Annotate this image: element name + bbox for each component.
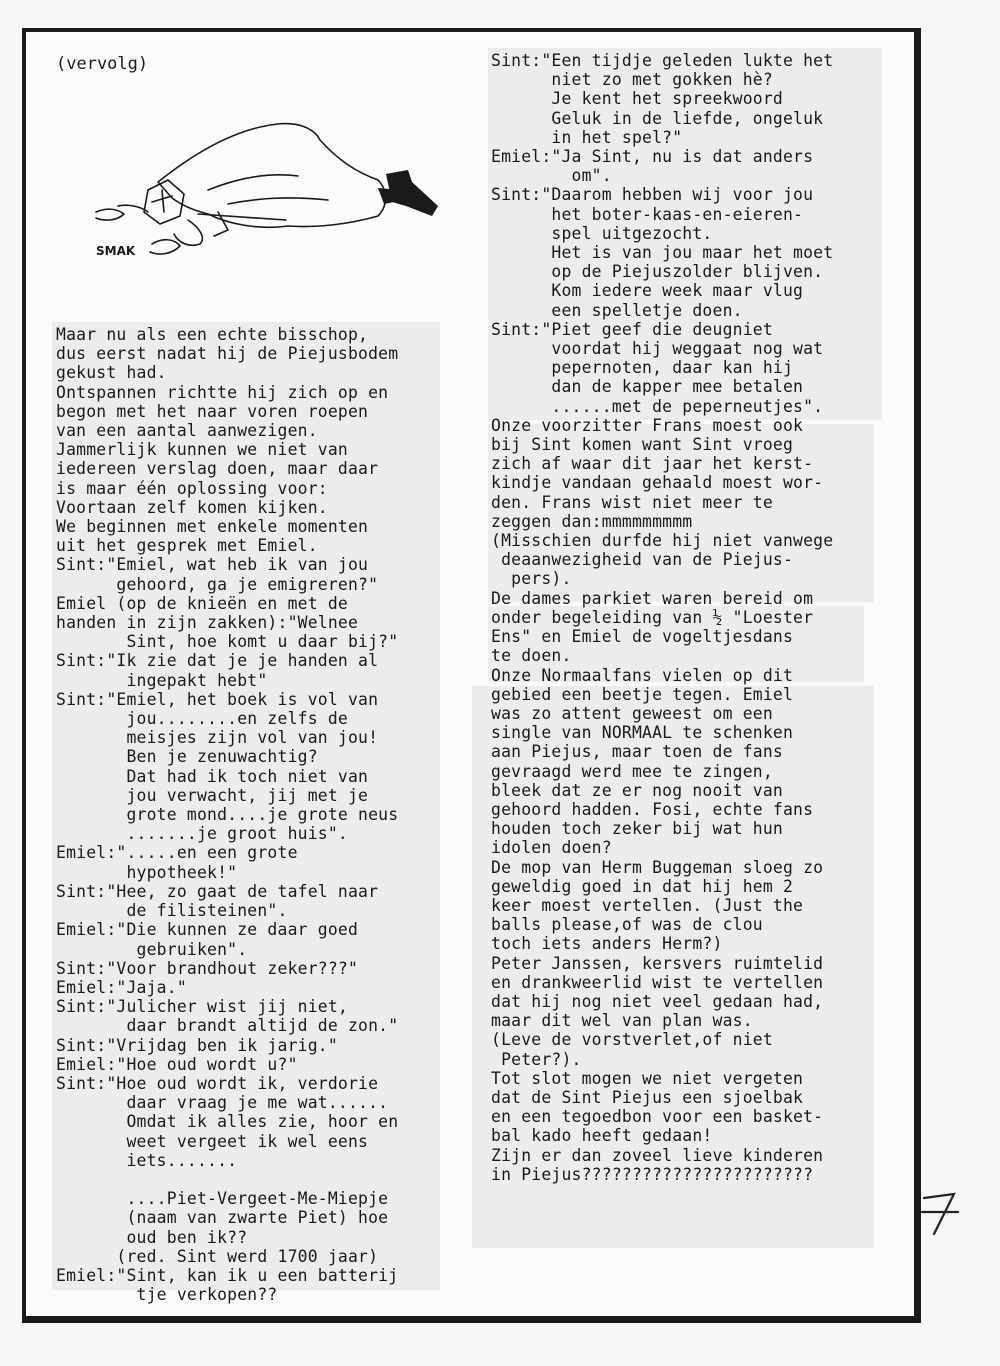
text-line: ......met de peperneutjes". — [491, 396, 824, 416]
text-line: Sint:"Voor brandhout zeker???" — [56, 958, 359, 978]
text-line: het boter-kaas-en-eieren- — [491, 204, 804, 224]
text-line: Sint:"Julicher wist jij niet, — [56, 997, 348, 1017]
text-line: De dames parkiet waren bereid om — [491, 588, 814, 608]
text-line: Emiel:"Jaja." — [56, 977, 187, 997]
text-line: gevraagd werd mee te zingen, — [491, 761, 773, 781]
text-line: hypotheek!" — [56, 862, 238, 882]
text-line: van een aantal aanwezigen. — [56, 421, 318, 441]
text-line: balls please,of was de clou — [491, 915, 763, 935]
text-line: dat hij nog niet veel gedaan had, — [491, 991, 824, 1011]
text-line: Sint, hoe komt u daar bij?" — [56, 632, 399, 652]
text-line: te doen. — [491, 646, 572, 666]
text-line: maar dit wel van plan was. — [491, 1011, 753, 1031]
text-line: niet zo met gokken hè? — [491, 70, 773, 90]
text-line: Omdat ik alles zie, hoor en — [56, 1112, 399, 1132]
text-line: keer moest vertellen. (Just the — [491, 895, 804, 915]
text-line: .......je groot huis". — [56, 824, 348, 844]
text-line: dus eerst nadat hij de Piejusbodem — [56, 344, 399, 364]
text-line: Sint:"Een tijdje geleden lukte het — [491, 51, 834, 70]
text-line: Sint:"Emiel, het boek is vol van — [56, 689, 379, 709]
fallen-saint-icon — [88, 120, 450, 280]
text-line: dat de Sint Piejus een sjoelbak — [491, 1087, 804, 1107]
text-line: handen in zijn zakken):"Welnee — [56, 613, 359, 633]
text-line: Sint:"Hoe oud wordt ik, verdorie — [56, 1073, 379, 1093]
text-line: is maar één oplossing voor: — [56, 478, 328, 498]
right-column-text — [491, 51, 833, 1184]
text-line: Peter Janssen, kersvers ruimtelid — [491, 953, 824, 973]
text-line: grote mond....je grote neus — [56, 805, 399, 825]
text-line: Emiel:"Ja Sint, nu is dat anders — [491, 147, 814, 167]
text-line: ingepakt hebt" — [56, 670, 268, 690]
text-line: houden toch zeker bij wat hun — [491, 819, 783, 839]
fallen-saint-illustration — [88, 120, 450, 280]
text-line: was zo attent geweest om een — [491, 703, 773, 723]
text-line: Emiel:"Sint, kan ik u een batterij — [56, 1265, 399, 1285]
text-line: voordat hij weggaat nog wat — [491, 339, 824, 359]
text-line: om". — [491, 166, 612, 186]
text-line: Jammerlijk kunnen we niet van — [56, 440, 348, 460]
text-line: Sint:"Vrijdag ben ik jarig." — [56, 1035, 338, 1055]
text-line: Voortaan zelf komen kijken. — [56, 497, 328, 517]
text-line: Sint:"Ik zie dat je je handen al — [56, 651, 379, 671]
text-line: onder begeleiding van ½ "Loester — [491, 607, 814, 627]
text-line: gehoord, ga je emigreren?" — [56, 574, 379, 594]
text-line: (naam van zwarte Piet) hoe — [56, 1208, 389, 1228]
text-line: gekust had. — [56, 363, 167, 383]
text-line: gebruiken". — [56, 939, 248, 959]
page-number — [918, 1186, 962, 1240]
text-line: Sint:"Hee, zo gaat de tafel naar — [56, 881, 379, 901]
text-line: in het spel?" — [491, 127, 683, 147]
text-line: op de Piejuszolder blijven. — [491, 262, 824, 282]
drawing-caption: SMAK — [96, 244, 136, 258]
heading: (vervolg) — [56, 54, 149, 74]
text-line: tje verkopen?? — [56, 1285, 278, 1305]
text-line: Peter?). — [491, 1049, 582, 1069]
text-line: oud ben ik?? — [56, 1227, 248, 1247]
text-line: spel uitgezocht. — [491, 223, 713, 243]
text-line: begon met het naar voren roepen — [56, 401, 369, 421]
text-line: gebied een beetje tegen. Emiel — [491, 684, 794, 704]
text-line: Onze voorzitter Frans moest ook — [491, 415, 804, 435]
text-line: Dat had ik toch niet van — [56, 766, 369, 786]
text-line: (red. Sint werd 1700 jaar) — [56, 1246, 379, 1266]
text-line: dan de kapper mee betalen — [491, 377, 804, 397]
text-line: Onze Normaalfans vielen op dit — [491, 665, 794, 685]
text-line: Het is van jou maar het moet — [491, 243, 834, 263]
text-line: bal kado heeft gedaan! — [491, 1126, 713, 1146]
text-line: Emiel:"Die kunnen ze daar goed — [56, 920, 359, 940]
text-line: idolen doen? — [491, 838, 612, 858]
text-line: bij Sint komen want Sint vroeg — [491, 435, 794, 455]
text-line: in Piejus??????????????????????? — [491, 1164, 814, 1184]
text-line: iets....... — [56, 1150, 238, 1170]
text-line: Je kent het spreekwoord — [491, 89, 783, 109]
text-line: een spelletje doen. — [491, 300, 743, 320]
text-line: We beginnen met enkele momenten — [56, 517, 369, 537]
text-line: jou........en zelfs de — [56, 709, 348, 729]
text-line: toch iets anders Herm?) — [491, 934, 723, 954]
text-line: De mop van Herm Buggeman sloeg zo — [491, 857, 824, 877]
text-line: uit het gesprek met Emiel. — [56, 536, 318, 556]
text-line: geweldig goed in dat hij hem 2 — [491, 876, 794, 896]
text-line: pers). — [491, 569, 572, 589]
text-line — [56, 1170, 398, 1189]
text-line: Kom iedere week maar vlug — [491, 281, 804, 301]
left-column-text — [56, 325, 398, 1304]
text-line: iedereen verslag doen, maar daar — [56, 459, 379, 479]
text-line: gehoord hadden. Fosi, echte fans — [491, 799, 814, 819]
text-line: zeggen dan:mmmmmmmmm — [491, 511, 693, 531]
text-line: Ben je zenuwachtig? — [56, 747, 318, 767]
text-line: deaanwezigheid van de Piejus- — [491, 550, 794, 570]
text-line: en een tegoedbon voor een basket- — [491, 1107, 824, 1127]
text-line: (Misschien durfde hij niet vanwege — [491, 531, 834, 551]
text-line: kindje vandaan gehaald moest wor- — [491, 473, 824, 493]
text-line: Sint:"Piet geef die deugniet — [491, 319, 773, 339]
text-line: Tot slot mogen we niet vergeten — [491, 1068, 804, 1088]
text-line: daar brandt altijd de zon." — [56, 1016, 399, 1036]
text-line: ....Piet-Vergeet-Me-Miepje — [56, 1189, 389, 1209]
text-line: daar vraag je me wat...... — [56, 1093, 389, 1113]
text-line: Sint:"Daarom hebben wij voor jou — [491, 185, 814, 205]
text-line: meisjes zijn vol van jou! — [56, 728, 379, 748]
text-line: den. Frans wist niet meer te — [491, 492, 773, 512]
handwritten-page-number-icon — [918, 1186, 962, 1236]
text-line: weet vergeet ik wel eens — [56, 1131, 369, 1151]
text-line: Sint:"Emiel, wat heb ik van jou — [56, 555, 369, 575]
text-line: (Leve de vorstverlet,of niet — [491, 1030, 773, 1050]
text-line: aan Piejus, maar toen de fans — [491, 742, 783, 762]
text-line: zich af waar dit jaar het kerst- — [491, 454, 814, 474]
text-line: jou verwacht, jij met je — [56, 785, 369, 805]
text-line: bleek dat ze er nog nooit van — [491, 780, 783, 800]
text-line: Ontspannen richtte hij zich op en — [56, 382, 389, 402]
text-line: en drankweerlid wist te vertellen — [491, 972, 824, 992]
text-line: single van NORMAAL te schenken — [491, 723, 794, 743]
text-line: Emiel:".....en een grote — [56, 843, 298, 863]
text-line: Emiel:"Hoe oud wordt u?" — [56, 1054, 298, 1074]
text-line: Maar nu als een echte bisschop, — [56, 325, 369, 344]
text-line: de filisteinen". — [56, 901, 288, 921]
text-line: Zijn er dan zoveel lieve kinderen — [491, 1145, 824, 1165]
text-line: Geluk in de liefde, ongeluk — [491, 108, 824, 128]
text-line: Ens" en Emiel de vogeltjesdans — [491, 627, 794, 647]
text-line: Emiel (op de knieën en met de — [56, 593, 348, 613]
text-line: pepernoten, daar kan hij — [491, 358, 794, 378]
